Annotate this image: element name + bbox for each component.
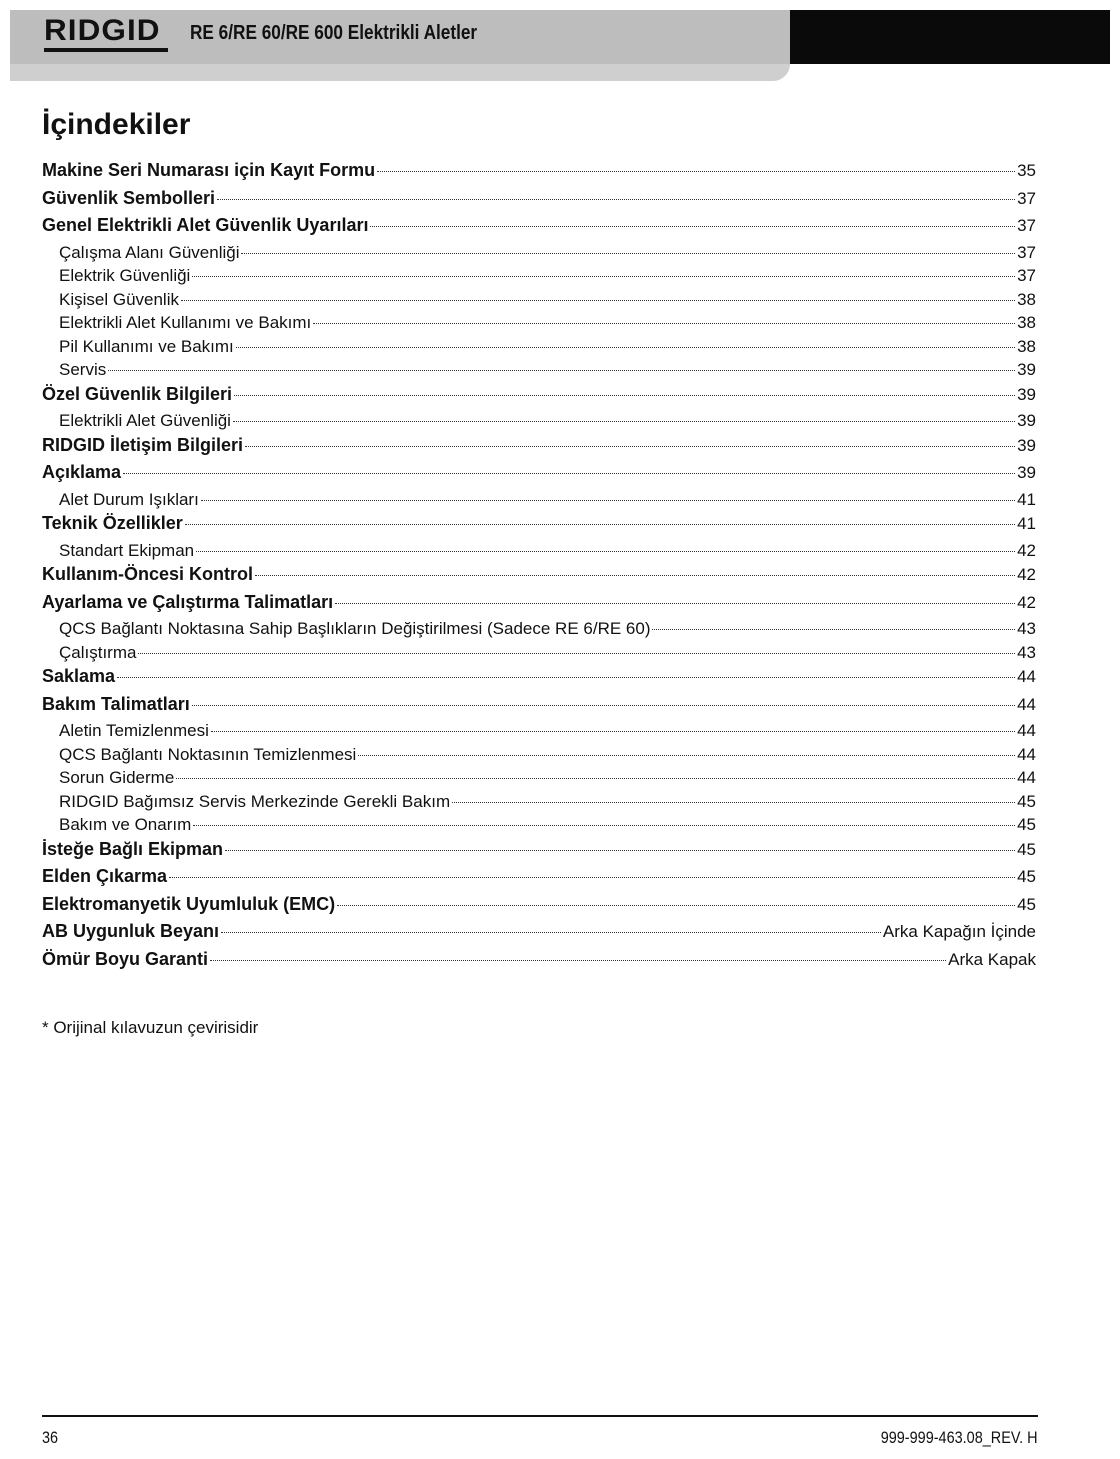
toc-entry-label: Servis [59,360,107,379]
toc-entry-page: 45 [1017,791,1036,811]
toc-entry[interactable] [42,745,1036,769]
toc-entry-label: Özel Güvenlik Bilgileri [42,383,233,404]
toc-entry-page: 38 [1017,289,1036,309]
toc-entry[interactable] [42,541,1036,565]
toc-entry[interactable] [42,866,1036,894]
toc-leader-dots [192,704,1015,706]
table-of-contents [42,160,1036,976]
toc-leader-dots [255,574,1015,576]
toc-entry[interactable] [42,768,1036,792]
toc-leader-dots [225,849,1015,851]
toc-entry-page: 44 [1017,694,1036,714]
toc-leader-dots [241,252,1015,254]
toc-entry-page: 38 [1017,336,1036,356]
toc-entry-page: 39 [1017,411,1036,430]
toc-entry-label: Ayarlama ve Çalıştırma Talimatları [42,591,334,612]
toc-leader-dots [221,931,881,933]
toc-entry-label: Aletin Temizlenmesi [59,721,209,740]
toc-entry-page: 42 [1017,540,1036,560]
toc-entry[interactable] [42,839,1036,867]
toc-entry[interactable] [42,721,1036,745]
toc-entry[interactable] [42,815,1036,839]
toc-entry-label: AB Uygunluk Beyanı [42,921,220,941]
toc-entry[interactable] [42,243,1036,267]
toc-entry[interactable] [42,949,1036,977]
toc-entry[interactable] [42,411,1036,435]
toc-entry-label: Saklama [42,666,116,686]
toc-leader-dots [138,652,1015,654]
translation-note: * Orijinal kılavuzun çevirisidir [42,1018,259,1037]
toc-entry-label: Açıklama [42,462,122,482]
toc-leader-dots [370,225,1015,227]
toc-leader-dots [234,394,1015,396]
toc-leader-dots [181,299,1015,301]
toc-entry-label: Standart Ekipman [59,540,195,560]
toc-entry-label: Elektrikli Alet Güvenliği [59,411,231,430]
toc-entry-page: 43 [1017,619,1036,638]
toc-entry[interactable] [42,592,1036,620]
toc-entry-page: 37 [1017,266,1036,285]
toc-entry[interactable] [42,215,1036,243]
toc-entry[interactable] [42,643,1036,667]
toc-entry-label: RIDGID Bağımsız Servis Merkezinde Gerekli Bakım [59,791,451,811]
toc-leader-dots [193,824,1015,826]
toc-entry[interactable] [42,666,1036,694]
toc-entry-label: RIDGID İletişim Bilgileri [42,434,244,455]
logo-text: RIDGID [44,14,161,47]
toc-entry[interactable] [42,490,1036,514]
toc-leader-dots [236,346,1015,348]
toc-entry-page: 45 [1017,839,1036,859]
toc-entry-page: 37 [1017,242,1036,262]
toc-entry-label: Elektromanyetik Uyumluluk (EMC) [42,893,336,914]
toc-entry-page: 39 [1017,384,1036,404]
toc-entry-page: 37 [1017,188,1036,208]
toc-leader-dots [108,369,1015,371]
toc-leader-dots [337,904,1015,906]
toc-entry-page: 38 [1017,313,1036,332]
toc-entry[interactable] [42,160,1036,188]
toc-entry-label: Pil Kullanımı ve Bakımı [59,336,234,356]
toc-entry-label: QCS Bağlantı Noktasının Temizlenmesi [59,744,357,764]
toc-entry-label: İsteğe Bağlı Ekipman [42,838,224,859]
toc-entry-page: 43 [1017,642,1036,662]
toc-entry[interactable] [42,894,1036,922]
toc-entry[interactable] [42,619,1036,643]
toc-entry-page: 41 [1017,489,1036,509]
page-number: 36 [42,1428,59,1447]
toc-leader-dots [201,499,1015,501]
toc-entry-page: 39 [1017,360,1036,379]
toc-entry-page: 45 [1017,867,1036,886]
toc-leader-dots [233,420,1015,422]
toc-leader-dots [245,445,1015,447]
toc-entry-label: Kullanım-Öncesi Kontrol [42,564,254,584]
toc-entry-label: Elektrikli Alet Kullanımı ve Bakımı [59,313,312,332]
toc-entry-label: Sorun Giderme [59,768,175,787]
logo-underline [44,48,168,52]
toc-entry[interactable] [42,694,1036,722]
toc-leader-dots [185,523,1015,525]
toc-entry-label: Teknik Özellikler [42,513,183,533]
toc-leader-dots [176,777,1015,779]
toc-leader-dots [358,754,1015,756]
toc-entry[interactable] [42,337,1036,361]
toc-entry-page: 44 [1017,667,1036,686]
toc-entry-label: QCS Bağlantı Noktasına Sahip Başlıkların Değiştirilmesi (Sadece RE 6/RE 60) [59,619,651,638]
toc-entry[interactable] [42,462,1036,490]
page-title: İçindekiler [42,108,191,141]
toc-entry[interactable] [42,384,1036,412]
toc-leader-dots [452,801,1015,803]
toc-entry-page: 44 [1017,744,1036,764]
toc-leader-dots [652,628,1015,630]
toc-entry[interactable] [42,360,1036,384]
toc-entry-label: Güvenlik Sembolleri [42,187,216,208]
document-title: RE 6/RE 60/RE 600 Elektrikli Aletler [190,22,478,44]
toc-entry-page: Arka Kapağın İçinde [882,922,1036,941]
ridgid-logo [44,14,168,54]
toc-entry-label: Elektrik Güvenliği [59,266,191,285]
toc-leader-dots [217,198,1015,200]
toc-entry[interactable] [42,513,1036,541]
toc-leader-dots [211,730,1015,732]
toc-entry[interactable] [42,313,1036,337]
toc-entry-page: 35 [1017,161,1036,180]
toc-entry[interactable] [42,792,1036,816]
header-black-block [790,10,1110,64]
toc-entry-label: Makine Seri Numarası için Kayıt Formu [42,160,376,180]
toc-entry-page: 44 [1017,721,1036,740]
toc-entry-page: 42 [1017,592,1036,612]
footer-rule [42,1415,1038,1417]
toc-leader-dots [210,959,946,961]
toc-leader-dots [123,472,1015,474]
toc-entry-label: Çalıştırma [59,642,137,662]
toc-entry-page: 45 [1017,815,1036,834]
toc-entry-label: Kişisel Güvenlik [59,289,179,309]
toc-leader-dots [313,322,1015,324]
toc-entry-page: 37 [1017,216,1036,235]
toc-entry[interactable] [42,188,1036,216]
toc-leader-dots [117,676,1015,678]
toc-entry-label: Genel Elektrikli Alet Güvenlik Uyarıları [42,215,369,235]
toc-entry[interactable] [42,290,1036,314]
toc-entry-page: Arka Kapak [948,949,1036,969]
toc-leader-dots [169,876,1015,878]
toc-entry-page: 39 [1017,435,1036,455]
toc-entry[interactable] [42,435,1036,463]
toc-entry[interactable] [42,564,1036,592]
toc-entry[interactable] [42,266,1036,290]
toc-entry-label: Bakım Talimatları [42,693,190,714]
toc-entry-label: Alet Durum Işıkları [59,489,199,509]
toc-entry[interactable] [42,921,1036,949]
header-strip [10,64,790,81]
toc-entry-label: Çalışma Alanı Güvenliği [59,242,240,262]
toc-entry-page: 45 [1017,894,1036,914]
toc-leader-dots [196,550,1015,552]
toc-entry-page: 42 [1017,565,1036,584]
toc-entry-page: 41 [1017,514,1036,533]
toc-leader-dots [377,170,1015,172]
toc-entry-page: 39 [1017,463,1036,482]
toc-entry-label: Elden Çıkarma [42,866,168,886]
toc-leader-dots [192,275,1015,277]
toc-entry-page: 44 [1017,768,1036,787]
toc-leader-dots [335,602,1015,604]
toc-entry-label: Bakım ve Onarım [59,815,192,834]
toc-entry-label: Ömür Boyu Garanti [42,948,209,969]
document-code: 999-999-463.08_REV. H [881,1428,1038,1447]
